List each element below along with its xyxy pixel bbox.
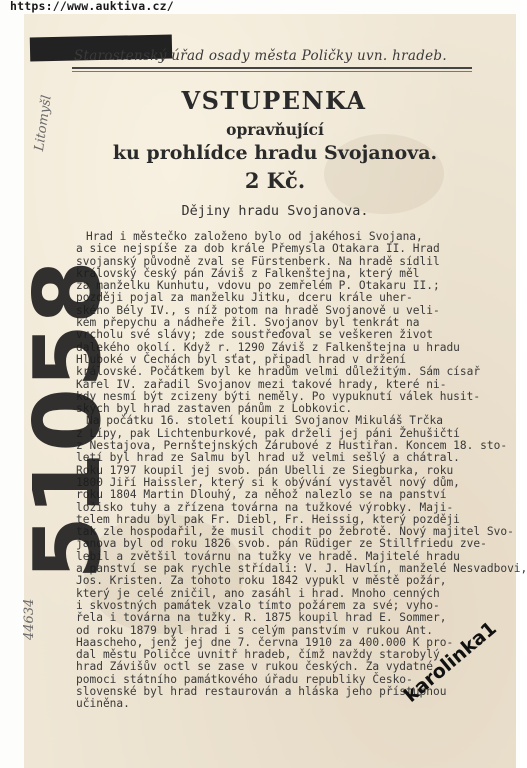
history-line: ských byl hrad zastaven pánům z Lobkovic. [76,402,353,416]
watermark-text: karolinka1 [400,617,501,707]
history-line: Haascheho, jenž jej dne 7. června 1910 za 400.000 K pro- [76,635,454,649]
history-line: kdy nesmí být zcizeny býti neměly. Po vypuknutí válek husit- [76,389,481,403]
history-line: ložisko tuhy a zřízena továrna na tužkové výrobky. Maji- [76,500,454,514]
history-line: z Nestajova, Pernštejnských Zárubové z Hustiřan. Koncem 18. sto- [76,439,508,453]
history-line: tak zle hospodařil, že musil chodit po žebrotě. Nový majitel Svo- [76,525,514,539]
history-line: za manželku Kunhutu, vdovu po zemřelém P. Otakaru II.; [76,279,440,293]
history-line: kém přepychu a nádheře žil. Svojanov byl tenkrát na [76,316,420,330]
history-line: Hluboké v Čechách byl sťat, připadl hrad v držení [76,352,407,366]
history-line: pomoci státního památkového úřadu republiky Česko- [76,672,413,686]
ticket-price: 2 Kč. [244,168,306,193]
history-line: od roku 1879 byl hrad i s celým panstvím v rukou Ant. [76,623,433,637]
history-line: lebil a zvětšil továrnu na tužky ve hradě. Majitelé hradu [76,549,460,563]
history-text [76,230,527,711]
issuer-header: Starostenský úřad osady města Poličky uvn. hradeb. [74,48,447,64]
history-line: Hrad i městečko založeno bylo od jakéhosi Svojana, [86,230,423,243]
history-line: Karel IV. zařadil Svojanov mezi takové hrady, které ni- [76,377,447,391]
history-line: hrad Závišův octl se zase v rukou českých. Za vydatné [76,660,433,674]
history-line: 1800 Jiří Haissler, který si k obývání vystavěl nový dům, [76,475,460,489]
history-line: telem hradu byl pak Fr. Diebl, Fr. Heissig, který později [76,512,460,526]
source-url[interactable]: https://www.auktiva.cz/ [10,0,174,13]
history-line: svojanský původně zval se Fürstenberk. Na hradě sídlil [76,254,440,268]
ticket-purpose: ku prohlídce hradu Svojanova. [112,142,438,164]
history-line: a sice nejspíše za dob krále Přemysla Otakara II. Hrad [76,242,440,256]
history-line: letí byl hrad ze Salmu byl hrad už velmi sešlý a chátral. [76,451,460,465]
history-line: Jos. Kristen. Za tohoto roku 1842 vypukl v městě požár, [76,574,447,588]
handwritten-note: Litomyšl [32,94,55,153]
header-rule [72,71,472,72]
history-line: později pojal za manželku Jitku, dceru krále uher- [76,291,413,305]
ticket-subtitle: opravňující [226,120,324,139]
history-line: janova byl od roku 1826 svob. pán Rüdiger ze Stillfriedu zve- [76,537,487,551]
handwritten-number: 44634 [22,598,37,640]
history-line: slovenské byl hrad restaurován a hláska jeho přístupnou [76,684,447,698]
history-line: i skvostných památek vzalo tímto požárem za své; vyho- [76,598,440,612]
history-line: řela i továrna na tužky. R. 1875 koupil hrad E. Sommer, [76,611,447,625]
history-line: vrcholu své slávy; zde soustřeďoval se veškeren život [76,328,433,342]
history-line: který je celé zničil, ano zasáhl i hrad. Mnoho cenných [76,586,440,600]
history-line: z Lípy, pak Lichtenburkové, pak drželi jej páni Žehušičtí [76,426,460,440]
history-line: učiněna. [76,697,130,711]
history-line: ského Bély IV., s níž potom na hradě Svojanově u veli- [76,303,440,317]
history-line: dalekého okolí. Když r. 1290 Záviš z Falkenštejna u hradu [76,340,460,354]
history-line: a panství se pak rychle střídali: V. J. Havlín, manželé Nesvadbovi, [76,562,527,576]
history-line: roku 1804 Martin Dlouhý, za něhož nalezlo se na panství [76,488,447,502]
ticket-title: VSTUPENKA [181,86,367,115]
history-heading: Dějiny hradu Svojanova. [181,203,369,219]
header-rule [72,67,472,69]
serial-stamp-text: 51058 [14,259,121,581]
history-line: královský český pán Záviš z Falkenštejna, který měl [76,266,420,280]
history-line: Na počátku 16. století koupili Svojanov Mikuláš Trčka [86,414,443,428]
history-line: Roku 1797 koupil jej svob. pán Ubelli ze Siegburka, roku [76,463,454,477]
history-line: dal městu Poličce uvnitř hradeb, čímž navždy starobylý [76,648,440,662]
history-line: královské. Počátkem byl ke hradům velmi důležitým. Sám císař [76,365,481,379]
